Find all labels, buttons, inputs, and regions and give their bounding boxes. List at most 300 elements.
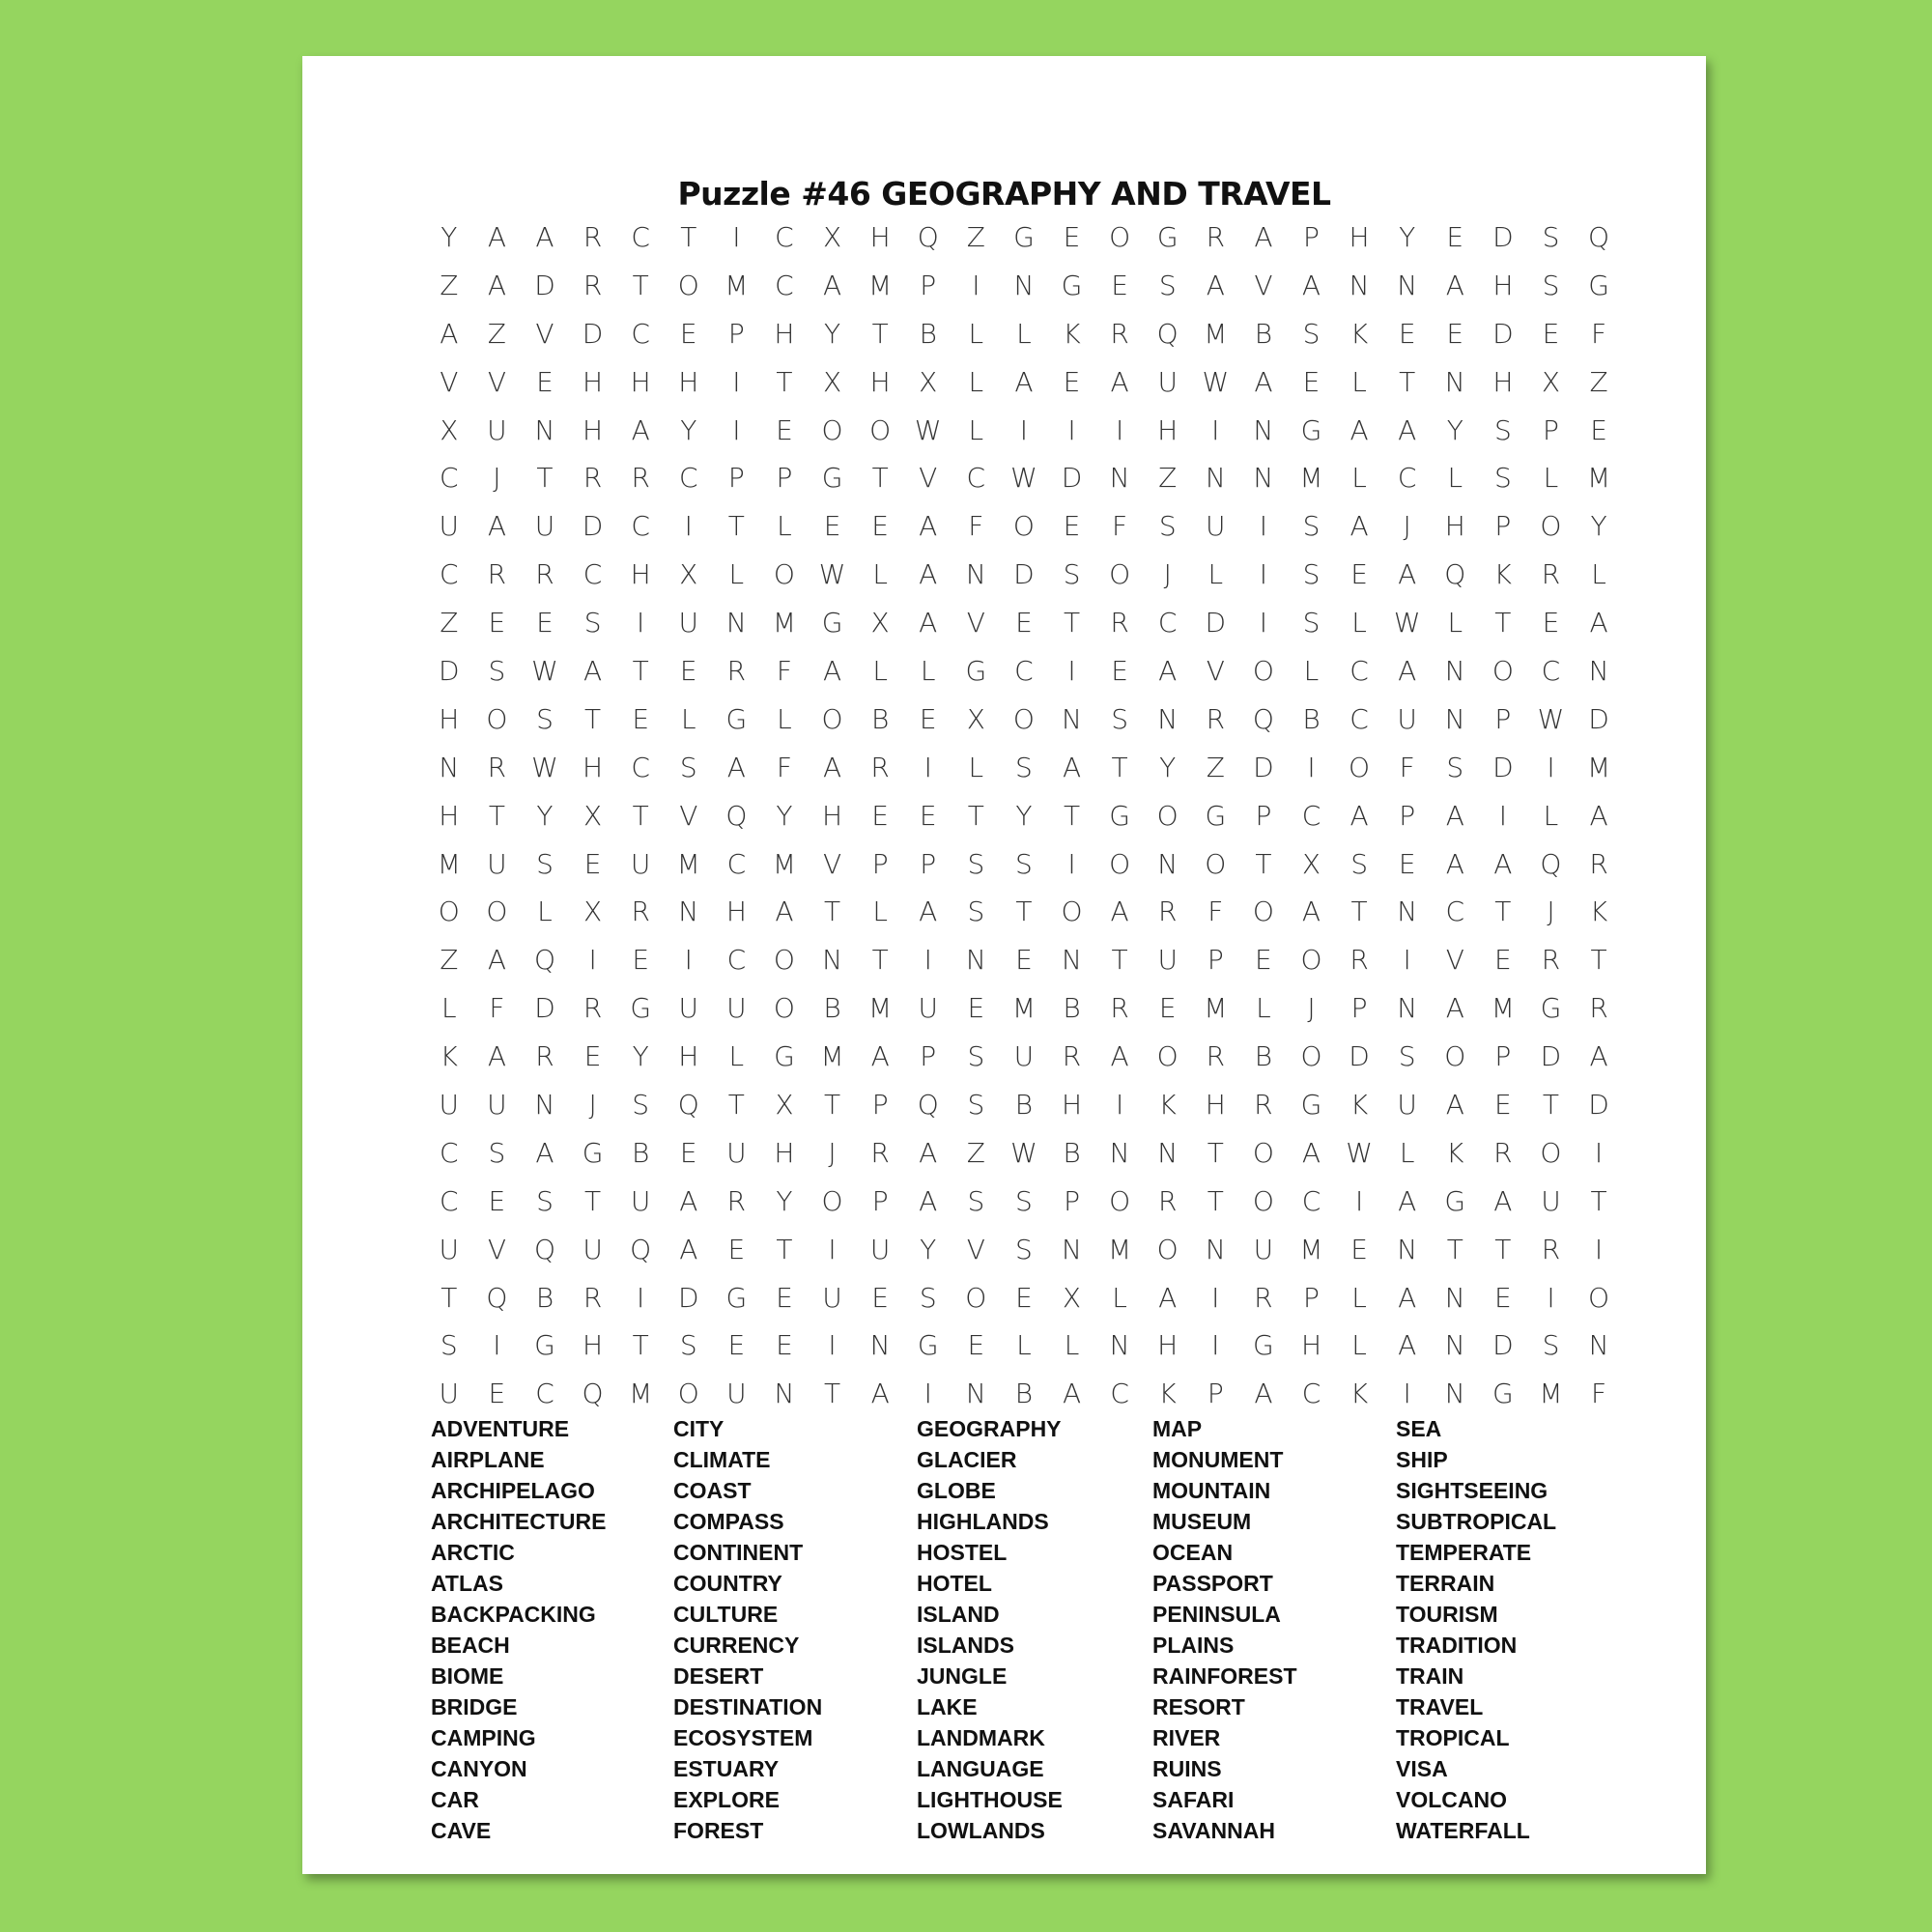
grid-letter[interactable]: H: [582, 413, 604, 446]
grid-letter[interactable]: S: [440, 1329, 458, 1362]
grid-letter[interactable]: E: [1111, 269, 1128, 301]
grid-letter[interactable]: S: [488, 655, 506, 688]
grid-letter[interactable]: O: [1109, 221, 1131, 253]
grid-letter[interactable]: U: [869, 1233, 891, 1265]
grid-letter[interactable]: S: [1542, 1329, 1560, 1362]
grid-letter[interactable]: C: [440, 558, 459, 591]
grid-letter[interactable]: P: [871, 1184, 889, 1217]
grid-letter[interactable]: H: [630, 365, 651, 398]
grid-letter[interactable]: S: [1302, 558, 1321, 591]
grid-letter[interactable]: H: [630, 558, 651, 591]
grid-letter[interactable]: R: [1110, 992, 1129, 1025]
grid-letter[interactable]: O: [773, 558, 795, 591]
grid-letter[interactable]: O: [1109, 1184, 1131, 1217]
grid-letter[interactable]: N: [1444, 1329, 1465, 1362]
grid-letter[interactable]: N: [1109, 1136, 1130, 1169]
grid-letter[interactable]: Q: [533, 1233, 555, 1265]
grid-letter[interactable]: T: [823, 1378, 841, 1410]
grid-letter[interactable]: G: [1300, 1089, 1322, 1122]
grid-letter[interactable]: S: [1063, 558, 1081, 591]
grid-letter[interactable]: P: [1399, 799, 1416, 832]
grid-letter[interactable]: T: [1350, 895, 1368, 928]
grid-letter[interactable]: A: [1110, 1040, 1129, 1073]
grid-letter[interactable]: V: [1254, 269, 1273, 301]
grid-letter[interactable]: N: [1157, 1136, 1179, 1169]
grid-letter[interactable]: E: [536, 607, 554, 639]
grid-letter[interactable]: Z: [440, 944, 459, 977]
grid-letter[interactable]: S: [1302, 317, 1321, 350]
grid-letter[interactable]: Q: [630, 1233, 652, 1265]
grid-letter[interactable]: P: [1350, 992, 1368, 1025]
grid-letter[interactable]: O: [1252, 895, 1274, 928]
grid-letter[interactable]: A: [440, 317, 459, 350]
grid-letter[interactable]: T: [871, 317, 889, 350]
grid-letter[interactable]: C: [1397, 462, 1417, 495]
grid-letter[interactable]: T: [871, 944, 889, 977]
grid-letter[interactable]: B: [919, 317, 937, 350]
grid-letter[interactable]: I: [1211, 1281, 1220, 1314]
grid-letter[interactable]: C: [1157, 607, 1178, 639]
grid-letter[interactable]: E: [871, 1281, 889, 1314]
grid-letter[interactable]: S: [1302, 510, 1321, 543]
grid-letter[interactable]: W: [1537, 702, 1565, 735]
grid-letter[interactable]: T: [1494, 607, 1512, 639]
grid-letter[interactable]: O: [1492, 655, 1514, 688]
grid-letter[interactable]: L: [728, 558, 745, 591]
grid-letter[interactable]: T: [1063, 607, 1081, 639]
grid-letter[interactable]: Z: [1589, 365, 1608, 398]
grid-letter[interactable]: E: [1111, 655, 1128, 688]
grid-letter[interactable]: A: [1301, 1136, 1321, 1169]
grid-letter[interactable]: S: [1015, 847, 1033, 880]
grid-letter[interactable]: O: [821, 1184, 843, 1217]
grid-letter[interactable]: L: [777, 702, 792, 735]
grid-letter[interactable]: C: [1350, 702, 1369, 735]
grid-letter[interactable]: D: [1205, 607, 1227, 639]
grid-letter[interactable]: R: [1206, 702, 1226, 735]
grid-letter[interactable]: F: [1112, 510, 1128, 543]
grid-letter[interactable]: A: [487, 1040, 506, 1073]
grid-letter[interactable]: H: [1492, 365, 1514, 398]
grid-letter[interactable]: I: [732, 221, 741, 253]
grid-letter[interactable]: L: [1399, 1136, 1415, 1169]
grid-letter[interactable]: I: [684, 510, 693, 543]
grid-letter[interactable]: U: [1013, 1040, 1035, 1073]
grid-letter[interactable]: H: [1157, 1329, 1179, 1362]
grid-letter[interactable]: I: [923, 1378, 932, 1410]
grid-letter[interactable]: A: [1301, 269, 1321, 301]
grid-letter[interactable]: A: [1398, 558, 1417, 591]
grid-letter[interactable]: T: [823, 1089, 841, 1122]
grid-letter[interactable]: U: [439, 1378, 460, 1410]
grid-letter[interactable]: A: [822, 655, 842, 688]
grid-letter[interactable]: Y: [1015, 799, 1033, 832]
grid-letter[interactable]: U: [534, 510, 555, 543]
grid-letter[interactable]: C: [775, 269, 794, 301]
grid-letter[interactable]: A: [535, 221, 554, 253]
grid-letter[interactable]: A: [726, 751, 746, 783]
grid-letter[interactable]: G: [582, 1136, 604, 1169]
grid-letter[interactable]: S: [632, 1089, 650, 1122]
grid-letter[interactable]: N: [534, 1089, 555, 1122]
grid-letter[interactable]: G: [1588, 269, 1609, 301]
grid-letter[interactable]: I: [1259, 558, 1268, 591]
grid-letter[interactable]: C: [631, 221, 650, 253]
grid-letter[interactable]: U: [630, 1184, 651, 1217]
grid-letter[interactable]: W: [1010, 462, 1037, 495]
grid-letter[interactable]: T: [727, 1089, 745, 1122]
grid-letter[interactable]: N: [965, 944, 986, 977]
grid-letter[interactable]: R: [1493, 1136, 1513, 1169]
grid-letter[interactable]: D: [1492, 221, 1514, 253]
grid-letter[interactable]: T: [584, 702, 602, 735]
grid-letter[interactable]: N: [1397, 269, 1418, 301]
grid-letter[interactable]: G: [1205, 799, 1227, 832]
grid-letter[interactable]: M: [1586, 751, 1611, 783]
grid-letter[interactable]: L: [872, 655, 888, 688]
grid-letter[interactable]: N: [1397, 1233, 1418, 1265]
grid-letter[interactable]: O: [1109, 558, 1131, 591]
grid-letter[interactable]: S: [1111, 702, 1128, 735]
grid-letter[interactable]: E: [583, 847, 602, 880]
grid-letter[interactable]: V: [966, 1233, 985, 1265]
grid-letter[interactable]: L: [968, 317, 984, 350]
grid-letter[interactable]: A: [1158, 655, 1178, 688]
grid-letter[interactable]: A: [1301, 895, 1321, 928]
grid-letter[interactable]: X: [919, 365, 938, 398]
grid-letter[interactable]: S: [536, 702, 554, 735]
grid-letter[interactable]: R: [1541, 944, 1561, 977]
grid-letter[interactable]: K: [1158, 1378, 1177, 1410]
grid-letter[interactable]: E: [871, 510, 889, 543]
grid-letter[interactable]: N: [1013, 269, 1035, 301]
grid-letter[interactable]: F: [1208, 895, 1224, 928]
grid-letter[interactable]: H: [725, 895, 747, 928]
grid-letter[interactable]: F: [489, 992, 505, 1025]
grid-letter[interactable]: U: [487, 847, 507, 880]
grid-letter[interactable]: A: [1350, 510, 1369, 543]
grid-letter[interactable]: Y: [632, 1040, 649, 1073]
grid-letter[interactable]: I: [1259, 607, 1268, 639]
grid-letter[interactable]: S: [967, 1040, 985, 1073]
grid-letter[interactable]: H: [774, 317, 795, 350]
grid-letter[interactable]: N: [725, 607, 747, 639]
grid-letter[interactable]: G: [821, 462, 843, 495]
grid-letter[interactable]: R: [582, 269, 603, 301]
grid-letter[interactable]: S: [1542, 221, 1560, 253]
grid-letter[interactable]: J: [1307, 992, 1316, 1025]
grid-letter[interactable]: E: [1494, 944, 1512, 977]
grid-letter[interactable]: O: [1061, 895, 1083, 928]
grid-letter[interactable]: I: [828, 1329, 837, 1362]
grid-letter[interactable]: N: [1349, 269, 1370, 301]
grid-letter[interactable]: V: [679, 799, 698, 832]
grid-letter[interactable]: R: [870, 1136, 890, 1169]
grid-letter[interactable]: I: [1594, 1233, 1604, 1265]
grid-letter[interactable]: T: [871, 462, 889, 495]
grid-letter[interactable]: A: [679, 1184, 698, 1217]
grid-letter[interactable]: R: [1350, 944, 1369, 977]
grid-letter[interactable]: O: [821, 702, 843, 735]
grid-letter[interactable]: S: [1446, 751, 1464, 783]
grid-letter[interactable]: C: [440, 1184, 459, 1217]
grid-letter[interactable]: I: [828, 1233, 837, 1265]
grid-letter[interactable]: U: [487, 413, 507, 446]
grid-letter[interactable]: I: [1067, 413, 1076, 446]
grid-letter[interactable]: D: [1061, 462, 1083, 495]
grid-letter[interactable]: R: [870, 751, 890, 783]
grid-letter[interactable]: Q: [917, 1089, 939, 1122]
grid-letter[interactable]: R: [1157, 895, 1178, 928]
grid-letter[interactable]: U: [726, 1378, 747, 1410]
grid-letter[interactable]: L: [1351, 462, 1367, 495]
grid-letter[interactable]: G: [1013, 221, 1035, 253]
grid-letter[interactable]: I: [493, 1329, 501, 1362]
grid-letter[interactable]: O: [821, 413, 843, 446]
grid-letter[interactable]: O: [1012, 702, 1035, 735]
grid-letter[interactable]: V: [535, 317, 554, 350]
grid-letter[interactable]: T: [776, 365, 793, 398]
grid-letter[interactable]: L: [1351, 1281, 1367, 1314]
grid-letter[interactable]: T: [1255, 847, 1272, 880]
grid-letter[interactable]: N: [1109, 462, 1130, 495]
grid-letter[interactable]: Q: [917, 221, 939, 253]
grid-letter[interactable]: G: [534, 1329, 555, 1362]
grid-letter[interactable]: O: [1252, 1136, 1274, 1169]
grid-letter[interactable]: P: [1064, 1184, 1080, 1217]
grid-letter[interactable]: L: [968, 413, 984, 446]
grid-letter[interactable]: O: [677, 1378, 699, 1410]
grid-letter[interactable]: O: [1156, 1040, 1179, 1073]
grid-letter[interactable]: I: [1115, 1089, 1124, 1122]
grid-letter[interactable]: U: [1397, 1089, 1417, 1122]
grid-letter[interactable]: E: [1063, 365, 1081, 398]
grid-letter[interactable]: E: [632, 944, 650, 977]
grid-letter[interactable]: S: [1350, 847, 1368, 880]
grid-letter[interactable]: G: [630, 992, 652, 1025]
grid-letter[interactable]: L: [1447, 607, 1463, 639]
grid-letter[interactable]: T: [1063, 799, 1081, 832]
grid-letter[interactable]: X: [440, 413, 459, 446]
grid-letter[interactable]: N: [1444, 702, 1465, 735]
grid-letter[interactable]: A: [919, 895, 938, 928]
grid-letter[interactable]: O: [1156, 799, 1179, 832]
grid-letter[interactable]: I: [1019, 413, 1029, 446]
grid-letter[interactable]: A: [535, 1136, 554, 1169]
grid-letter[interactable]: B: [632, 1136, 650, 1169]
grid-letter[interactable]: I: [1211, 413, 1220, 446]
grid-letter[interactable]: R: [582, 992, 603, 1025]
grid-letter[interactable]: Q: [533, 944, 555, 977]
grid-letter[interactable]: T: [1111, 944, 1128, 977]
grid-letter[interactable]: Q: [1156, 317, 1179, 350]
grid-letter[interactable]: N: [965, 1378, 986, 1410]
grid-letter[interactable]: N: [774, 1378, 795, 1410]
grid-letter[interactable]: A: [583, 655, 603, 688]
grid-letter[interactable]: A: [1014, 365, 1034, 398]
grid-letter[interactable]: R: [582, 221, 603, 253]
grid-letter[interactable]: L: [1447, 462, 1463, 495]
grid-letter[interactable]: S: [1542, 269, 1560, 301]
grid-letter[interactable]: F: [1399, 751, 1415, 783]
grid-letter[interactable]: O: [869, 413, 892, 446]
grid-letter[interactable]: U: [1206, 510, 1226, 543]
grid-letter[interactable]: S: [679, 1329, 697, 1362]
grid-letter[interactable]: E: [1398, 317, 1416, 350]
grid-letter[interactable]: I: [923, 944, 932, 977]
grid-letter[interactable]: P: [1494, 510, 1512, 543]
grid-letter[interactable]: X: [582, 799, 603, 832]
grid-letter[interactable]: K: [1446, 1136, 1464, 1169]
grid-letter[interactable]: F: [1590, 1378, 1607, 1410]
grid-letter[interactable]: E: [536, 365, 554, 398]
grid-letter[interactable]: S: [679, 751, 697, 783]
grid-letter[interactable]: S: [919, 1281, 937, 1314]
grid-letter[interactable]: L: [872, 895, 888, 928]
grid-letter[interactable]: P: [727, 317, 745, 350]
grid-letter[interactable]: D: [582, 510, 604, 543]
grid-letter[interactable]: Q: [1540, 847, 1562, 880]
grid-letter[interactable]: C: [1301, 1378, 1321, 1410]
grid-letter[interactable]: E: [1015, 607, 1033, 639]
grid-letter[interactable]: U: [439, 1089, 460, 1122]
grid-letter[interactable]: P: [1207, 1378, 1224, 1410]
grid-letter[interactable]: E: [679, 1136, 697, 1169]
grid-letter[interactable]: X: [775, 1089, 794, 1122]
grid-letter[interactable]: U: [726, 992, 747, 1025]
grid-letter[interactable]: O: [965, 1281, 987, 1314]
grid-letter[interactable]: U: [1541, 1184, 1561, 1217]
grid-letter[interactable]: D: [1492, 317, 1514, 350]
grid-letter[interactable]: M: [1299, 1233, 1323, 1265]
grid-letter[interactable]: X: [966, 702, 985, 735]
grid-letter[interactable]: Z: [440, 269, 459, 301]
grid-letter[interactable]: G: [1444, 1184, 1466, 1217]
grid-letter[interactable]: E: [1542, 607, 1560, 639]
grid-letter[interactable]: R: [1541, 1233, 1561, 1265]
grid-letter[interactable]: N: [1062, 702, 1082, 735]
grid-letter[interactable]: N: [1157, 702, 1179, 735]
grid-letter[interactable]: R: [1062, 1040, 1082, 1073]
grid-letter[interactable]: L: [1543, 462, 1559, 495]
grid-letter[interactable]: K: [440, 1040, 458, 1073]
grid-letter[interactable]: V: [966, 607, 985, 639]
grid-letter[interactable]: S: [1493, 413, 1512, 446]
grid-letter[interactable]: T: [488, 799, 505, 832]
grid-letter[interactable]: N: [1062, 1233, 1082, 1265]
grid-letter[interactable]: S: [967, 847, 985, 880]
grid-letter[interactable]: N: [1062, 944, 1082, 977]
grid-letter[interactable]: K: [1063, 317, 1081, 350]
grid-letter[interactable]: L: [1256, 992, 1271, 1025]
grid-letter[interactable]: Y: [920, 1233, 937, 1265]
grid-letter[interactable]: P: [727, 462, 745, 495]
grid-letter[interactable]: T: [727, 510, 745, 543]
grid-letter[interactable]: N: [1157, 847, 1179, 880]
grid-letter[interactable]: E: [1063, 510, 1081, 543]
grid-letter[interactable]: A: [1350, 413, 1369, 446]
grid-letter[interactable]: I: [684, 944, 693, 977]
grid-letter[interactable]: L: [968, 365, 984, 398]
grid-letter[interactable]: W: [1346, 1136, 1373, 1169]
grid-letter[interactable]: A: [1398, 413, 1417, 446]
grid-letter[interactable]: A: [775, 895, 794, 928]
grid-letter[interactable]: X: [582, 895, 603, 928]
grid-letter[interactable]: A: [1254, 365, 1273, 398]
grid-letter[interactable]: T: [823, 895, 841, 928]
grid-letter[interactable]: P: [871, 1089, 889, 1122]
grid-letter[interactable]: M: [1011, 992, 1036, 1025]
grid-letter[interactable]: T: [632, 269, 649, 301]
grid-letter[interactable]: S: [1302, 607, 1321, 639]
grid-letter[interactable]: R: [1589, 847, 1608, 880]
grid-letter[interactable]: M: [772, 847, 797, 880]
grid-letter[interactable]: H: [822, 799, 843, 832]
grid-letter[interactable]: T: [1542, 1089, 1559, 1122]
grid-letter[interactable]: R: [726, 1184, 747, 1217]
grid-letter[interactable]: L: [1016, 317, 1032, 350]
grid-letter[interactable]: E: [1494, 1089, 1512, 1122]
grid-letter[interactable]: P: [1494, 1040, 1512, 1073]
grid-letter[interactable]: A: [1350, 799, 1369, 832]
grid-letter[interactable]: Y: [680, 413, 697, 446]
grid-letter[interactable]: D: [1492, 751, 1514, 783]
grid-letter[interactable]: A: [1445, 799, 1464, 832]
grid-letter[interactable]: U: [678, 607, 699, 639]
grid-letter[interactable]: T: [632, 799, 649, 832]
grid-letter[interactable]: Y: [1399, 221, 1416, 253]
grid-letter[interactable]: E: [1590, 413, 1607, 446]
grid-letter[interactable]: R: [1110, 607, 1129, 639]
grid-letter[interactable]: Z: [487, 317, 506, 350]
grid-letter[interactable]: N: [1205, 1233, 1226, 1265]
grid-letter[interactable]: R: [535, 1040, 554, 1073]
grid-letter[interactable]: M: [1491, 992, 1515, 1025]
grid-letter[interactable]: H: [439, 702, 460, 735]
grid-letter[interactable]: C: [726, 847, 747, 880]
grid-letter[interactable]: C: [440, 1136, 459, 1169]
grid-letter[interactable]: B: [1254, 1040, 1273, 1073]
grid-letter[interactable]: N: [1588, 655, 1609, 688]
grid-letter[interactable]: N: [1205, 462, 1226, 495]
grid-letter[interactable]: C: [1014, 655, 1034, 688]
grid-letter[interactable]: T: [1207, 1184, 1224, 1217]
grid-letter[interactable]: M: [868, 269, 893, 301]
grid-letter[interactable]: S: [967, 895, 985, 928]
grid-letter[interactable]: L: [872, 558, 888, 591]
grid-letter[interactable]: C: [775, 221, 794, 253]
grid-letter[interactable]: X: [1541, 365, 1561, 398]
grid-letter[interactable]: B: [1254, 317, 1273, 350]
grid-letter[interactable]: E: [1015, 1281, 1033, 1314]
grid-letter[interactable]: E: [1446, 221, 1464, 253]
grid-letter[interactable]: N: [1444, 655, 1465, 688]
grid-letter[interactable]: H: [1444, 510, 1465, 543]
grid-letter[interactable]: J: [828, 1136, 837, 1169]
grid-letter[interactable]: G: [917, 1329, 939, 1362]
grid-letter[interactable]: G: [1540, 992, 1562, 1025]
grid-letter[interactable]: T: [1494, 895, 1512, 928]
grid-letter[interactable]: G: [965, 655, 987, 688]
grid-letter[interactable]: A: [822, 751, 842, 783]
grid-letter[interactable]: H: [1300, 1329, 1322, 1362]
grid-letter[interactable]: R: [631, 462, 650, 495]
grid-letter[interactable]: T: [584, 1184, 602, 1217]
grid-letter[interactable]: A: [487, 221, 506, 253]
grid-letter[interactable]: A: [487, 510, 506, 543]
grid-letter[interactable]: O: [1588, 1281, 1610, 1314]
grid-letter[interactable]: I: [1403, 944, 1411, 977]
